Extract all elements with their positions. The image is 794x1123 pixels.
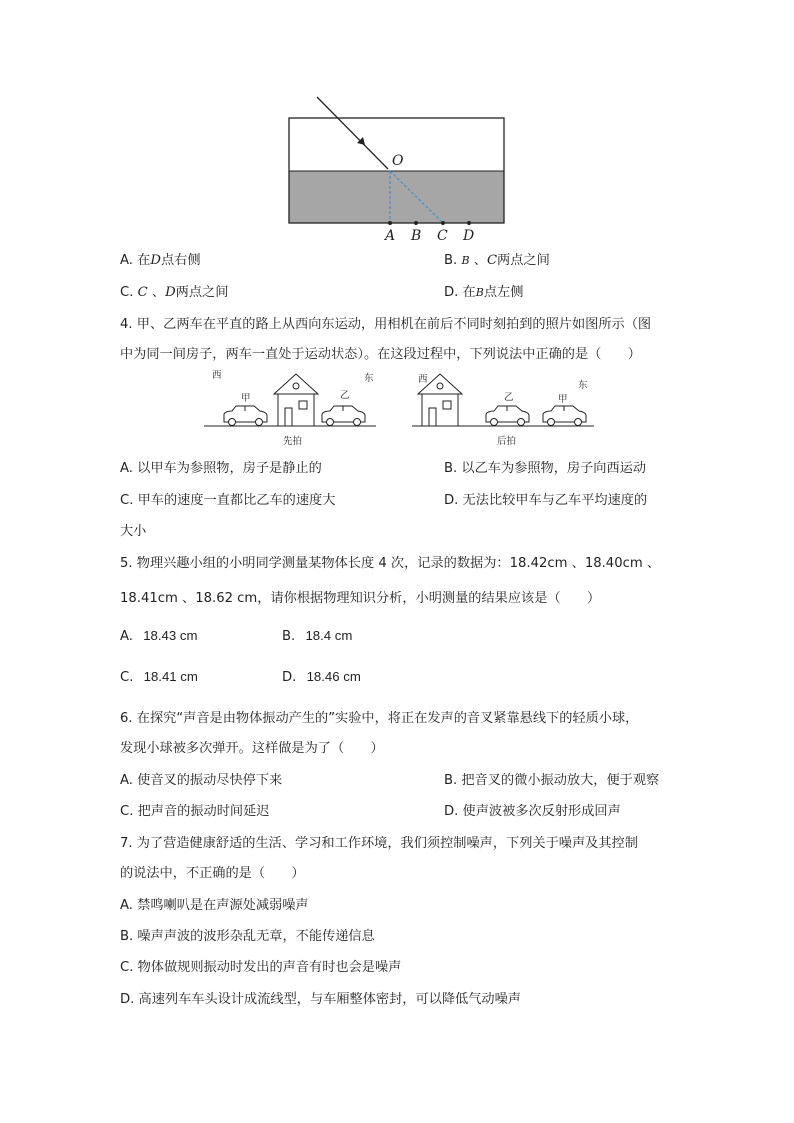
west-label: 西 (212, 370, 222, 381)
q5-option-a-value: 18.43 cm (143, 628, 198, 643)
q5-option-c[interactable] (120, 669, 198, 685)
q3-option-b-prefix: B. (444, 253, 458, 268)
q4-option-b[interactable]: B. 以乙车为参照物，房子向西运动 (444, 461, 647, 476)
refraction-diagram (286, 94, 508, 246)
q5-option-b[interactable] (282, 628, 352, 644)
car-jia-label: 甲 (241, 393, 251, 404)
car-yi-label: 乙 (504, 392, 514, 403)
point-a-dot (388, 221, 392, 225)
cars-photo-right (408, 366, 598, 450)
point-b-dot (414, 221, 418, 225)
q3-option-c-prefix: C. (120, 285, 134, 300)
point-c-label: C (437, 228, 448, 244)
q6-option-a[interactable]: A. 使音叉的振动尽快停下来 (120, 773, 283, 788)
caption-left: 先拍 (283, 436, 303, 447)
q3-option-c-sep: 、 (151, 285, 166, 300)
q6-option-b[interactable]: B. 把音叉的微小振动放大，便于观察 (444, 773, 660, 788)
point-b-label: B (411, 228, 422, 244)
q4-option-d-continued: 大小 (120, 524, 147, 539)
q4-stem-line1: 4. 甲、乙两车在平直的路上从西向东运动，用相机在前后不同时刻拍到的照片如图所示（图 (120, 317, 652, 332)
q5-option-a[interactable] (120, 628, 197, 644)
q5-stem-line2: 18.41cm 、18.62 cm，请你根据物理知识分析，小明测量的结果应该是（ ） (120, 591, 601, 606)
q4-option-d[interactable]: D. 无法比较甲车与乙车平均速度的 (444, 493, 648, 508)
q7-stem-line2: 的说法中，不正确的是（ ） (120, 866, 305, 881)
q3-option-b-var1: B (461, 254, 470, 267)
q3-option-b-suffix: 两点之间 (497, 253, 550, 268)
q6-stem-line2: 发现小球被多次弹开。这样做是为了（ ） (120, 741, 384, 756)
point-o-label: O (392, 153, 404, 169)
caption-right: 后拍 (497, 436, 517, 447)
water-region (289, 171, 504, 223)
q3-option-b-sep: 、 (473, 253, 487, 268)
q5-option-c-value: 18.41 cm (143, 669, 198, 684)
q7-option-a[interactable]: A. 禁鸣喇叭是在声源处减弱噪声 (120, 898, 309, 913)
q7-stem-line1: 7. 为了营造健康舒适的生活、学习和工作环境，我们须控制噪声，下列关于噪声及其控制 (120, 836, 638, 851)
q3-option-d-suffix: 点左侧 (483, 285, 524, 300)
q3-option-a[interactable] (120, 249, 201, 268)
q4-option-c[interactable]: C. 甲车的速度一直都比乙车的速度大 (120, 493, 336, 508)
q3-option-d-prefix: D. 在 (444, 285, 476, 300)
car-jia-icon (543, 406, 586, 426)
q5-option-c-label: C. (120, 670, 134, 685)
q6-option-c[interactable]: C. 把声音的振动时间延迟 (120, 804, 270, 819)
q3-option-d-var: B (475, 286, 484, 299)
q3-option-c-suffix: 两点之间 (175, 285, 229, 300)
car-yi-icon (486, 406, 529, 426)
east-label: 东 (578, 380, 588, 391)
q3-option-c-var1: C (137, 285, 148, 300)
q3-option-c[interactable] (120, 281, 228, 300)
point-c-dot (441, 221, 445, 225)
east-label: 东 (364, 373, 374, 384)
q7-option-b[interactable]: B. 噪声声波的波形杂乱无章，不能传递信息 (120, 929, 375, 944)
car-jia-icon (224, 406, 267, 426)
q5-option-b-label: B. (282, 629, 296, 644)
q3-option-a-suffix: 点右侧 (160, 253, 201, 268)
cars-photo-left (200, 366, 380, 450)
q6-stem-line1: 6. 在探究“声音是由物体振动产生的”实验中，将正在发声的音叉紧靠悬线下的轻质小球， (120, 711, 639, 726)
q7-option-d[interactable]: D. 高速列车车头设计成流线型，与车厢整体密封，可以降低气动噪声 (120, 992, 521, 1007)
q5-option-d[interactable] (282, 669, 361, 685)
house-icon (274, 374, 318, 426)
q3-option-a-var: D (150, 253, 161, 268)
q5-option-d-label: D. (282, 670, 297, 685)
q4-option-a[interactable]: A. 以甲车为参照物，房子是静止的 (120, 461, 322, 476)
q5-option-a-label: A. (120, 629, 133, 644)
q4-stem-line2: 中为同一间房子，两车一直处于运动状态）。在这段过程中，下列说法中正确的是（ ） (120, 347, 641, 362)
incident-ray (317, 97, 388, 169)
q5-option-b-value: 18.4 cm (305, 628, 353, 643)
car-yi-icon (322, 406, 365, 426)
point-a-label: A (385, 228, 396, 244)
q5-option-d-value: 18.46 cm (306, 669, 361, 684)
q3-option-a-prefix: A. 在 (120, 253, 151, 268)
q6-option-d[interactable]: D. 使声波被多次反射形成回声 (444, 804, 621, 819)
q5-stem-line1: 5. 物理兴趣小组的小明同学测量某物体长度 4 次，记录的数据为：18.42cm 、18.40cm 、 (120, 556, 661, 571)
q7-option-c[interactable]: C. 物体做规则振动时发出的声音有时也会是噪声 (120, 960, 402, 975)
car-yi-label: 乙 (340, 390, 350, 401)
point-d-dot (467, 221, 471, 225)
car-jia-label: 甲 (558, 394, 568, 405)
q3-option-c-var2: D (165, 285, 176, 300)
west-label: 西 (418, 374, 428, 385)
q3-option-b[interactable] (444, 249, 550, 268)
q3-option-b-var2: C (486, 253, 498, 268)
point-d-label: D (463, 228, 475, 244)
q3-option-d[interactable] (444, 281, 523, 300)
